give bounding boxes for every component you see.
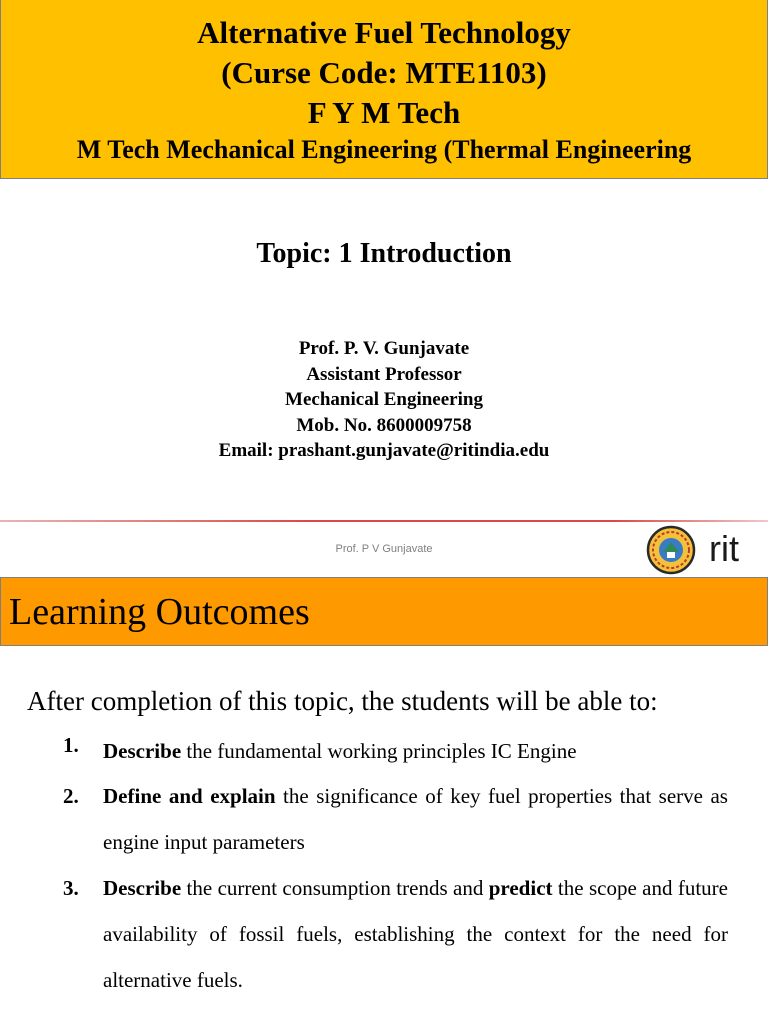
slide2-title-banner bbox=[0, 577, 768, 646]
author-department: Mechanical Engineering bbox=[285, 389, 483, 410]
list-item bbox=[63, 773, 728, 865]
footer-author: Prof. P V Gunjavate bbox=[335, 543, 433, 555]
course-title: Alternative Fuel Technology bbox=[197, 15, 571, 50]
author-block bbox=[0, 336, 768, 464]
item-text bbox=[103, 865, 728, 1003]
program-name: F Y M Tech bbox=[307, 95, 461, 130]
slide2-title: Learning Outcomes bbox=[9, 591, 310, 633]
list-item bbox=[63, 733, 728, 769]
author-designation: Assistant Professor bbox=[306, 363, 462, 385]
slide1-title-banner bbox=[0, 0, 768, 179]
item-text bbox=[103, 733, 728, 769]
item-text bbox=[103, 773, 728, 865]
author-name: Prof. P. V. Gunjavate bbox=[298, 338, 470, 359]
item-keyword: predict bbox=[488, 876, 553, 900]
item-number: 2. bbox=[63, 784, 79, 808]
item-body: the current consumption trends and bbox=[181, 876, 489, 900]
item-body: the scope and future availability of fossil fuels, establishing the context for the need for alternative fuels. bbox=[103, 876, 728, 992]
item-keyword: Define and explain bbox=[103, 784, 276, 808]
outcomes-list bbox=[63, 733, 728, 1003]
item-body: the fundamental working principles IC Engine bbox=[181, 739, 577, 763]
author-email: Email: prashant.gunjavate@ritindia.edu bbox=[218, 440, 550, 461]
program-branch: M Tech Mechanical Engineering (Thermal Engineering bbox=[76, 135, 692, 164]
topic-title: Topic: 1 Introduction bbox=[256, 238, 512, 269]
item-body: the significance of key fuel properties that serve as engine input parameters bbox=[103, 784, 728, 854]
item-number: 1. bbox=[63, 733, 79, 757]
item-number: 3. bbox=[63, 876, 79, 900]
author-mobile: Mob. No. 8600009758 bbox=[296, 414, 472, 436]
rit-logo bbox=[646, 525, 764, 575]
footer-divider bbox=[0, 520, 768, 522]
item-keyword: Describe bbox=[103, 876, 182, 900]
list-item bbox=[63, 865, 728, 1003]
outcomes-intro: After completion of this topic, the students will be able to: bbox=[27, 686, 658, 716]
logo-text: rit bbox=[709, 528, 739, 569]
item-keyword: Describe bbox=[103, 739, 182, 763]
course-code: (Curse Code: MTE1103) bbox=[221, 55, 547, 90]
